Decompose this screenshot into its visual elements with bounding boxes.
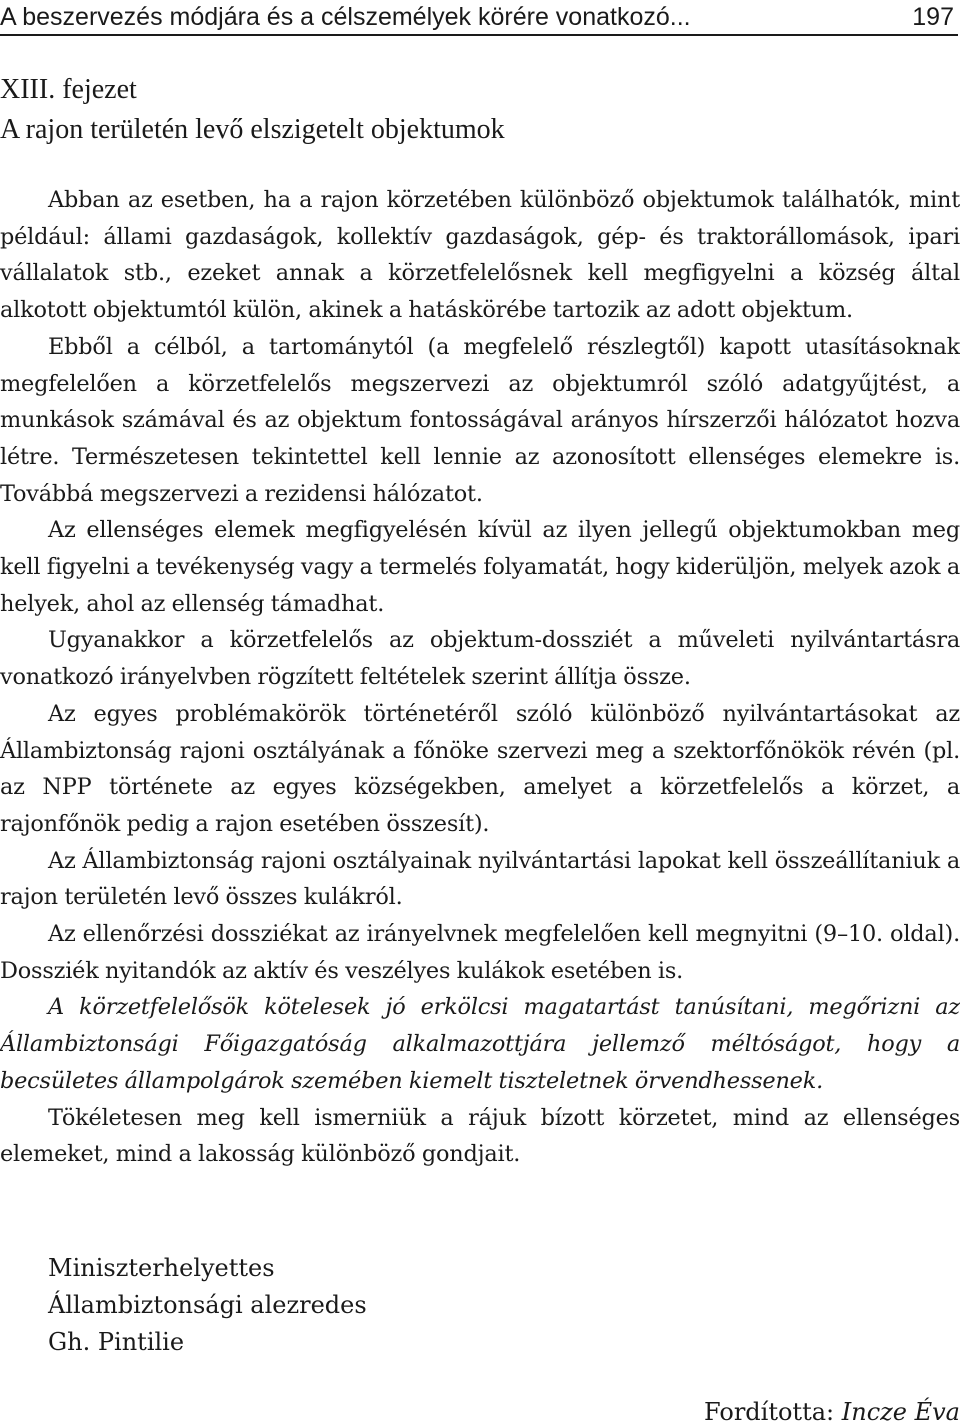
paragraph: Abban az esetben, ha a rajon körzetében különböző objektumok találhatók, mint például: állami gazdaságok, kollektív gazdaságok, gép- és traktorállomások, ipari vállalatok stb., ezeket annak a körzetfelelősnek kell megfigyelni a község által alkotott objektumtól külön, akinek a hatáskörébe tartozik az adott objektum. bbox=[0, 187, 960, 324]
translator-credit bbox=[704, 1398, 960, 1426]
running-header bbox=[0, 0, 958, 36]
paragraph: Az Állambiztonság rajoni osztályainak nyilvántartási lapokat kell összeállítaniuk a rajon területén levő összes kulákról. bbox=[0, 847, 960, 911]
signature-block bbox=[48, 1250, 367, 1361]
paragraph: Ugyanakkor a körzetfelelős az objektum-dossziét a műveleti nyilvántartásra vonatkozó irányelvben rögzített feltételek szerint állítja össze. bbox=[0, 627, 960, 691]
paragraph: Ebből a célból, a tartománytól (a megfelelő részlegtől) kapott utasításoknak megfelelően a körzetfelelős megszervezi az objektumról szóló adatgyűjtést, a munkások számával és az objektum fontosságával arányos hírszerzői hálózatot hozva létre. Természetesen tekintettel kell lennie az azonosított ellenséges elemekre is. Továbbá megszervezi a rezidensi hálózatot. bbox=[0, 333, 960, 507]
paragraph: Az ellenőrzési dossziékat az irányelvnek megfelelően kell megnyitni (9–10. oldal). Dossziék nyitandók az aktív és veszélyes kulákok esetében is. bbox=[0, 921, 960, 984]
body-text bbox=[0, 182, 960, 1173]
chapter-title: A rajon területén levő elszigetelt objektumok bbox=[0, 114, 505, 145]
translator-label: Fordította: bbox=[704, 1398, 835, 1426]
page-number: 197 bbox=[912, 3, 954, 31]
paragraph: Az ellenséges elemek megfigyelésén kívül az ilyen jellegű objektumokban meg kell figyelni a tevékenység vagy a termelés folyamatát, hogy kiderüljön, melyek azok a helyek, ahol az ellenség támadhat. bbox=[0, 517, 960, 617]
chapter-number: XIII. fejezet bbox=[0, 74, 137, 105]
translator-name: Incze Éva bbox=[841, 1398, 960, 1426]
signature-rank: Állambiztonsági alezredes bbox=[48, 1291, 367, 1319]
signature-title: Miniszterhelyettes bbox=[48, 1254, 275, 1282]
paragraph: Az egyes problémakörök történetéről szóló különböző nyilvántartásokat az Állambiztonság rajoni osztályának a főnöke szervezi meg a szektorfőnökök révén (pl. az NPP története az egyes községekben, amelyet a körzetfelelős a körzet, a rajonfőnök pedig a rajon esetében összesít). bbox=[0, 700, 960, 837]
signature-name: Gh. Pintilie bbox=[48, 1328, 185, 1356]
paragraph: Tökéletesen meg kell ismerniük a rájuk bízott körzetet, mind az ellenséges elemeket, mind a lakosság különböző gondjait. bbox=[0, 1104, 960, 1168]
running-title: A beszervezés módjára és a célszemélyek körére vonatkozó... bbox=[0, 3, 691, 31]
italic-paragraph: A körzetfelelősök kötelesek jó erkölcsi magatartást tanúsítani, megőrizni az Állambiztonsági Főigazgatóság alkalmazottjára jellemző méltóságot, hogy a becsületes állampolgárok szemében kiemelt tiszteletnek örvendhessenek. bbox=[0, 994, 960, 1094]
